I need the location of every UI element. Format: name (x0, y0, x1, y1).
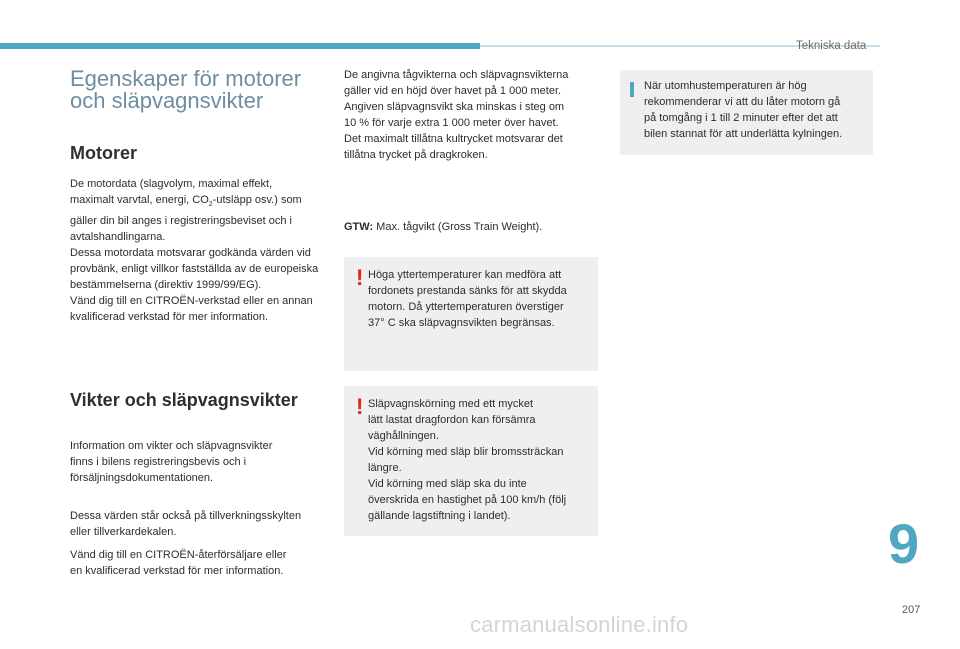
page-title-line-2: och släpvagnsvikter (70, 88, 264, 113)
warning-line: motorn. Då yttertemperaturen överstiger (368, 301, 564, 313)
motorer-line-2: maximalt varvtal, energi, $CO_2$-utsläpp osv.) som (70, 194, 302, 209)
vikter-para-2 (70, 508, 301, 540)
intro-line: tillåtna trycket på dragkroken. (344, 149, 488, 161)
warning-box-temperature (344, 257, 598, 371)
warning-line: fordonets prestanda sänks för att skydda (368, 285, 567, 297)
info-line: rekommenderar vi att du låter motorn gå (644, 96, 841, 108)
warning-icon: ! (356, 394, 364, 419)
intro-line: Angiven släpvagnsvikt ska minskas i steg om (344, 101, 565, 113)
vikter-line: finns i bilens registreringsbevis och i (70, 456, 247, 468)
motorer-heading: Motorer (70, 143, 137, 163)
warning-line: gällande lagstiftning i landet). (368, 510, 511, 522)
warning-text (368, 396, 566, 524)
gtw-definition (344, 219, 542, 235)
intro-text (344, 67, 568, 163)
watermark: carmanualsonline.info (470, 612, 689, 637)
warning-box-towing (344, 386, 598, 536)
vikter-para-1 (70, 438, 272, 486)
motorer-line: provbänk, enligt villkor fastställda av de europeiska (70, 263, 319, 276)
info-line: När utomhustemperaturen är hög (644, 80, 807, 92)
vikter-heading: Vikter och släpvagnsvikter (70, 390, 298, 410)
vikter-para-3 (70, 547, 286, 579)
warning-line: 37° C ska släpvagnsvikten begränsas. (368, 317, 555, 329)
info-text (644, 78, 842, 142)
vikter-line: Information om vikter och släpvagnsvikter (70, 440, 273, 452)
warning-line: lätt lastat dragfordon kan försämra (368, 414, 536, 426)
motorer-text (70, 176, 318, 325)
intro-line: De angivna tågvikterna och släpvagnsvikterna (344, 69, 569, 81)
motorer-line: gäller din bil anges i registreringsbeviset och i (70, 215, 292, 228)
info-line: på tomgång i 1 till 2 minuter efter det att (644, 112, 838, 124)
warning-line: Vid körning med släp ska du inte (368, 478, 527, 490)
vikter-line: Dessa värden står också på tillverkningsskylten (70, 510, 302, 522)
warning-line: överskrida en hastighet på 100 km/h (följ (368, 494, 567, 506)
motorer-line-1: De motordata (slagvolym, maximal effekt, (70, 178, 273, 190)
section-label: Tekniska data (796, 40, 867, 52)
chapter-number: 9 (888, 512, 920, 575)
page-number: 207 (902, 604, 921, 616)
vikter-line: försäljningsdokumentationen. (70, 472, 214, 484)
intro-line: gäller vid en höjd över havet på 1 000 meter. (344, 85, 562, 97)
vikter-line: Vänd dig till en CITROËN-återförsäljare eller (70, 549, 287, 561)
warning-line: väghållningen. (368, 430, 439, 442)
vikter-line: en kvalificerad verkstad för mer information. (70, 565, 284, 577)
motorer-line: avtalshandlingarna. (70, 231, 166, 244)
page-title (70, 68, 301, 112)
intro-line: Det maximalt tillåtna kultrycket motsvarar det (344, 133, 563, 145)
motorer-line: kvalificerad verkstad för mer information. (70, 311, 269, 324)
info-icon (630, 82, 634, 97)
motorer-line: bestämmelserna (direktiv 1999/99/EG). (70, 279, 262, 292)
warning-text (368, 267, 567, 331)
motorer-line: Dessa motordata motsvarar godkända värden vid (70, 247, 311, 260)
intro-line: 10 % för varje extra 1 000 meter över havet. (344, 117, 559, 129)
warning-icon: ! (356, 265, 364, 290)
motorer-line: Vänd dig till en CITROËN-verkstad eller en annan (70, 295, 313, 308)
warning-line: Släpvagnskörning med ett mycket (368, 398, 534, 410)
warning-line: Höga yttertemperaturer kan medföra att (368, 269, 562, 281)
gtw-text: Max. tågvikt (Gross Train Weight). (373, 221, 543, 233)
warning-line: längre. (368, 462, 402, 474)
gtw-label: GTW: (344, 221, 374, 233)
header-accent-bar (0, 43, 480, 49)
page-title-line-1: Egenskaper för motorer (70, 66, 302, 91)
vikter-line: eller tillverkardekalen. (70, 526, 177, 538)
info-box-cooling (620, 70, 873, 155)
warning-line: Vid körning med släp blir bromssträckan (368, 446, 564, 458)
info-line: bilen stannat för att underlätta kylningen. (644, 128, 843, 140)
